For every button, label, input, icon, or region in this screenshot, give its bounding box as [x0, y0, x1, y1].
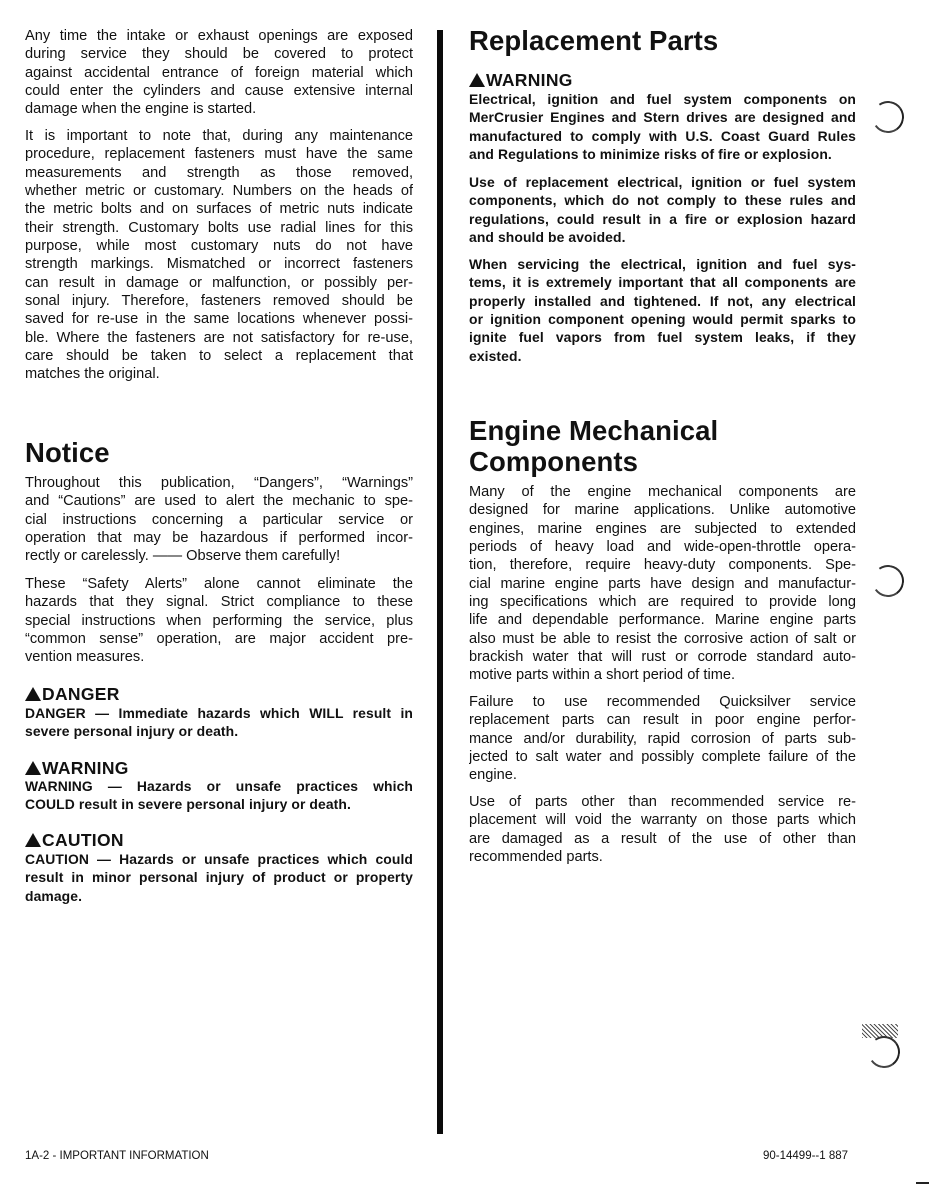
text-line: Use of parts other than recommended service re-	[469, 794, 856, 810]
text-line: DANGER — Immediate hazards which WILL result in	[25, 705, 413, 721]
corner-mark	[916, 1182, 929, 1184]
column-divider	[437, 30, 443, 1134]
text-line: damage when the engine is started.	[25, 101, 257, 118]
text-line: ignite fuel vapors from fuel system leaks, if they	[469, 329, 856, 346]
text-line: When servicing the electrical, ignition and fuel sys-	[469, 256, 856, 272]
intro-paragraph-2	[25, 127, 413, 384]
text-line: damage.	[25, 887, 83, 904]
text-line: can result in damage or malfunction, or possibly per-	[25, 274, 413, 291]
engine-mechanical-title-line-2: Components	[469, 446, 639, 477]
engine-paragraph-1	[469, 483, 856, 685]
text-line: procedure, replacement fasteners must have the same	[25, 146, 413, 163]
replacement-paragraph-1	[469, 90, 856, 163]
text-line: existed.	[469, 347, 522, 364]
text-line: Electrical, ignition and fuel system components on	[469, 91, 856, 107]
text-line: designed for marine applications. Unlike automotive	[469, 502, 856, 519]
text-line: regulations, could result in a fire or explosion hazard	[469, 210, 856, 227]
text-line: periods of heavy load and wide-open-throttle opera-	[469, 539, 856, 556]
binder-hole-mark	[869, 98, 906, 135]
engine-paragraph-2	[469, 693, 856, 785]
text-line: saved for re-use in the same locations whenever possi-	[25, 311, 413, 328]
text-line: special instructions when performing the service, plus	[25, 612, 413, 629]
notice-paragraph-1	[25, 474, 413, 566]
text-line: mance and/or durability, rapid corrosion of parts sub-	[469, 730, 856, 747]
text-line: Failure to use recommended Quicksilver service	[469, 694, 856, 710]
text-line: properly installed and tightened. If not, any electrical	[469, 292, 856, 309]
text-line: and “Cautions” are used to alert the mechanic to spe-	[25, 493, 413, 510]
text-line: “common sense” operation, are major accident pre-	[25, 631, 413, 648]
text-line: These “Safety Alerts” alone cannot eliminate the	[25, 576, 413, 592]
text-line: purpose, while most customary nuts do not have	[25, 238, 413, 255]
warning-triangle-icon	[25, 833, 41, 847]
text-line: Throughout this publication, “Dangers”, “Warnings”	[25, 475, 413, 491]
text-line: strength markings. Mismatched or incorrect fasteners	[25, 256, 413, 273]
text-line: their strength. Customary bolts use radial lines for this	[25, 219, 413, 236]
text-line: It is important to note that, during any maintenance	[25, 128, 413, 144]
binder-hole-mark	[869, 562, 906, 599]
caution-heading: CAUTION	[25, 830, 124, 850]
text-line: engine.	[469, 767, 517, 784]
text-line: against accidental entrance of foreign material which	[25, 64, 413, 81]
warning-description	[25, 777, 413, 814]
text-line: tems, it is extremely important that all components are	[469, 274, 856, 291]
warning-heading: WARNING	[25, 758, 129, 778]
text-line: result in minor personal injury of product or property	[25, 869, 413, 886]
danger-description	[25, 704, 413, 741]
engine-mechanical-title-line-1: Engine Mechanical	[469, 415, 719, 446]
text-line: rectly or carelessly. —— Observe them carefully!	[25, 548, 341, 565]
replacement-warning-heading: WARNING	[469, 70, 573, 90]
text-line: measurements and strength as those removed,	[25, 164, 413, 181]
text-line: ble. Where the fasteners are not satisfactory for re-use,	[25, 329, 413, 346]
text-line: replacement parts can result in poor engine perfor-	[469, 712, 856, 729]
replacement-paragraph-3	[469, 255, 856, 365]
text-line: jected to salt water and possibly complete failure of the	[469, 749, 856, 766]
text-line: cial marine engine parts have design and manufactur-	[469, 575, 856, 592]
warning-triangle-icon	[469, 73, 485, 87]
text-line: and should be avoided.	[469, 229, 626, 246]
text-line: motive parts within a short period of time.	[469, 667, 736, 684]
text-line: the metric bolts and on surfaces of metric nuts indicate	[25, 201, 413, 218]
text-line: severe personal injury or death.	[25, 723, 239, 740]
text-line: could enter the cylinders and cause extensive internal	[25, 83, 413, 100]
text-line: WARNING — Hazards or unsafe practices which	[25, 778, 413, 794]
text-line: are damaged as a result of the use of other than	[469, 830, 856, 847]
text-line: MerCrusier Engines and Stern drives are designed and	[469, 109, 856, 126]
text-line: also must be able to resist the corrosive action of salt or	[469, 630, 856, 647]
text-line: life and dependable performance. Marine engine parts	[469, 612, 856, 629]
intro-paragraph-1	[25, 27, 413, 119]
replacement-parts-title: Replacement Parts	[469, 25, 719, 56]
text-line: COULD result in severe personal injury or death.	[25, 796, 351, 813]
text-line: Use of replacement electrical, ignition or fuel system	[469, 174, 856, 190]
replacement-paragraph-2	[469, 173, 856, 246]
text-line: care should be taken to select a replacement that	[25, 348, 413, 365]
text-line: cial instructions concerning a particular service or	[25, 511, 413, 528]
notice-title: Notice	[25, 437, 110, 468]
text-line: engines, marine engines are subjected to extended	[469, 520, 856, 537]
text-line: during service they should be covered to protect	[25, 46, 413, 63]
footer-part-number: 90-14499--1 887	[763, 1150, 849, 1162]
text-line: placement will void the warranty on those parts which	[469, 812, 856, 829]
text-line: recommended parts.	[469, 849, 603, 866]
text-line: operation that may be hazardous if performed incor-	[25, 530, 413, 547]
text-line: tion, therefore, require heavy-duty components. Spe-	[469, 557, 856, 574]
notice-paragraph-2	[25, 575, 413, 667]
engine-paragraph-3	[469, 793, 856, 866]
text-line: and Regulations to minimize risks of fire or explosion.	[469, 146, 832, 163]
caution-description	[25, 850, 413, 905]
footer-section-label: 1A-2 - IMPORTANT INFORMATION	[25, 1150, 209, 1162]
warning-triangle-icon	[25, 761, 41, 775]
text-line: manufactured to comply with U.S. Coast Guard Rules	[469, 127, 856, 144]
danger-heading: DANGER	[25, 684, 120, 704]
text-line: sonal injury. Therefore, fasteners removed should be	[25, 293, 413, 310]
text-line: hazards that they signal. Strict compliance to these	[25, 594, 413, 611]
text-line: matches the original.	[25, 366, 160, 383]
text-line: CAUTION — Hazards or unsafe practices which could	[25, 851, 413, 867]
warning-triangle-icon	[25, 687, 41, 701]
text-line: brackish water that will rust or corrode standard auto-	[469, 649, 856, 666]
text-line: or ignition component opening would permit sparks to	[469, 311, 856, 328]
text-line: ing specifications which are required to provide long	[469, 594, 856, 611]
text-line: whether metric or customary. Numbers on the heads of	[25, 183, 413, 200]
text-line: vention measures.	[25, 649, 145, 666]
text-line: Any time the intake or exhaust openings are exposed	[25, 28, 413, 44]
text-line: components, which do not comply to these rules and	[469, 192, 856, 209]
binder-hole-mark	[865, 1033, 902, 1070]
text-line: Many of the engine mechanical components are	[469, 484, 856, 500]
